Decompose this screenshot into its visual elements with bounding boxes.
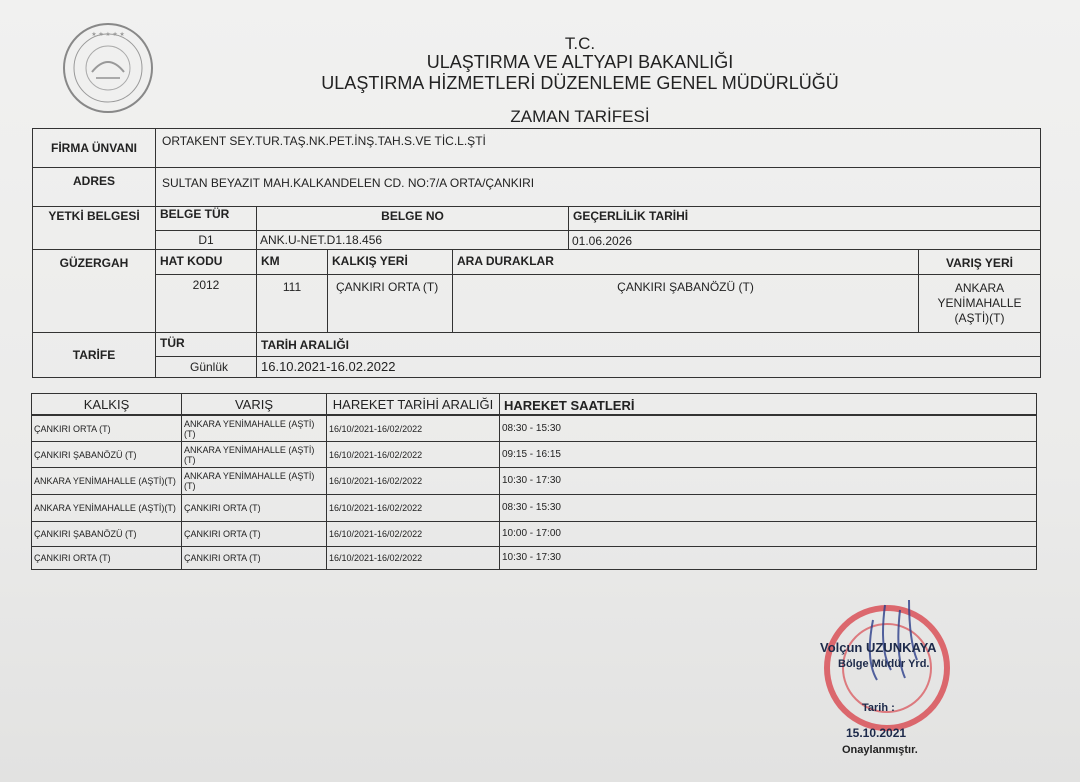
varis-yeri-line3: (AŞTİ)(T) bbox=[954, 311, 1005, 325]
kalkis-yeri-value: ÇANKIRI ORTA (T) bbox=[327, 274, 453, 333]
hat-kodu-header: HAT KODU bbox=[155, 249, 257, 275]
approval-stamp-icon bbox=[805, 600, 955, 740]
schedule-tarih-cell: 16/10/2021-16/02/2022 bbox=[326, 494, 500, 522]
schedule-saat-cell: 08:30 - 15:30 bbox=[499, 415, 1037, 442]
schedule-varis-cell: ÇANKIRI ORTA (T) bbox=[181, 494, 327, 522]
header-tc: T.C. bbox=[564, 34, 596, 53]
varis-yeri-line1: ANKARA bbox=[954, 281, 1005, 295]
tarih-araligi-value: 16.10.2021-16.02.2022 bbox=[256, 356, 1041, 378]
adres-value: SULTAN BEYAZIT MAH.KALKANDELEN CD. NO:7/A ORTA/ÇANKIRI bbox=[155, 167, 1041, 207]
schedule-tarih-cell: 16/10/2021-16/02/2022 bbox=[326, 546, 500, 570]
schedule-varis-cell: ANKARA YENİMAHALLE (AŞTİ)(T) bbox=[181, 415, 327, 442]
approver-title: Bölge Müdür Yrd. bbox=[838, 658, 930, 670]
ara-duraklar-value: ÇANKIRI ŞABANÖZÜ (T) bbox=[452, 274, 919, 333]
adres-label: ADRES bbox=[32, 167, 156, 207]
schedule-tarih-cell: 16/10/2021-16/02/2022 bbox=[326, 467, 500, 495]
km-value: 111 bbox=[256, 274, 328, 333]
schedule-tarih-cell: 16/10/2021-16/02/2022 bbox=[326, 521, 500, 547]
varis-yeri-line2: YENİMAHALLE bbox=[937, 296, 1022, 310]
approval-status: Onaylanmıştır. bbox=[842, 744, 918, 756]
ministry-seal-icon bbox=[62, 22, 154, 114]
tarife-tur-header: TÜR bbox=[155, 332, 257, 357]
svg-text:★ ★ ★ ★ ★: ★ ★ ★ ★ ★ bbox=[91, 32, 125, 38]
belge-tur-value: D1 bbox=[155, 230, 257, 250]
schedule-saat-cell: 09:15 - 16:15 bbox=[499, 441, 1037, 468]
schedule-header-saat: HAREKET SAATLERİ bbox=[499, 393, 1037, 415]
header-ministry: ULAŞTIRMA VE ALTYAPI BAKANLIĞI bbox=[426, 52, 734, 72]
schedule-saat-cell: 10:00 - 17:00 bbox=[499, 521, 1037, 547]
tarih-araligi-header: TARİH ARALIĞI bbox=[256, 332, 1041, 357]
schedule-header-varis: VARIŞ bbox=[181, 393, 327, 415]
schedule-tarih-cell: 16/10/2021-16/02/2022 bbox=[326, 415, 500, 442]
firma-value: ORTAKENT SEY.TUR.TAŞ.NK.PET.İNŞ.TAH.S.VE TİC.L.ŞTİ bbox=[155, 128, 1041, 168]
schedule-kalkis-cell: ÇANKIRI ŞABANÖZÜ (T) bbox=[31, 441, 182, 468]
schedule-varis-cell: ANKARA YENİMAHALLE (AŞTİ)(T) bbox=[181, 467, 327, 495]
header-directorate: ULAŞTIRMA HİZMETLERİ DÜZENLEME GENEL MÜDÜRLÜĞÜ bbox=[321, 73, 839, 93]
yetki-label: YETKİ BELGESİ bbox=[32, 206, 156, 250]
schedule-kalkis-cell: ÇANKIRI ŞABANÖZÜ (T) bbox=[31, 521, 182, 547]
kalkis-yeri-header: KALKIŞ YERİ bbox=[327, 249, 453, 275]
varis-yeri-value bbox=[918, 274, 1041, 333]
schedule-varis-cell: ÇANKIRI ORTA (T) bbox=[181, 521, 327, 547]
approval-date: 15.10.2021 bbox=[846, 726, 907, 740]
schedule-header-kalkis: KALKIŞ bbox=[31, 393, 182, 415]
schedule-kalkis-cell: ÇANKIRI ORTA (T) bbox=[31, 415, 182, 442]
schedule-header-tarih: HAREKET TARİHİ ARALIĞI bbox=[326, 393, 500, 415]
schedule-saat-cell: 10:30 - 17:30 bbox=[499, 546, 1037, 570]
schedule-kalkis-cell: ÇANKIRI ORTA (T) bbox=[31, 546, 182, 570]
belge-tur-header: BELGE TÜR bbox=[155, 206, 257, 231]
km-header: KM bbox=[256, 249, 328, 275]
schedule-kalkis-cell: ANKARA YENİMAHALLE (AŞTİ)(T) bbox=[31, 494, 182, 522]
gecerlilik-header: GEÇERLİLİK TARİHİ bbox=[568, 206, 1041, 231]
hat-kodu-value: 2012 bbox=[155, 274, 257, 333]
page-title: ZAMAN TARİFESİ bbox=[510, 107, 650, 126]
schedule-saat-cell: 08:30 - 15:30 bbox=[499, 494, 1037, 522]
approval-date-label: Tarih : bbox=[862, 702, 895, 714]
approver-name: Volçun UZUNKAYA bbox=[820, 640, 937, 655]
schedule-varis-cell: ANKARA YENİMAHALLE (AŞTİ)(T) bbox=[181, 441, 327, 468]
gecerlilik-value: 01.06.2026 bbox=[568, 230, 1041, 250]
tarife-label: TARİFE bbox=[32, 332, 156, 378]
ara-duraklar-header: ARA DURAKLAR bbox=[452, 249, 919, 275]
varis-yeri-header: VARIŞ YERİ bbox=[918, 249, 1041, 275]
belge-no-header: BELGE NO bbox=[256, 206, 569, 231]
belge-no-value: ANK.U-NET.D1.18.456 bbox=[256, 230, 569, 250]
guzergah-label: GÜZERGAH bbox=[32, 249, 156, 333]
firma-label: FİRMA ÜNVANI bbox=[32, 128, 156, 168]
schedule-saat-cell: 10:30 - 17:30 bbox=[499, 467, 1037, 495]
schedule-kalkis-cell: ANKARA YENİMAHALLE (AŞTİ)(T) bbox=[31, 467, 182, 495]
schedule-varis-cell: ÇANKIRI ORTA (T) bbox=[181, 546, 327, 570]
tarife-tur-value: Günlük bbox=[155, 356, 257, 378]
schedule-tarih-cell: 16/10/2021-16/02/2022 bbox=[326, 441, 500, 468]
